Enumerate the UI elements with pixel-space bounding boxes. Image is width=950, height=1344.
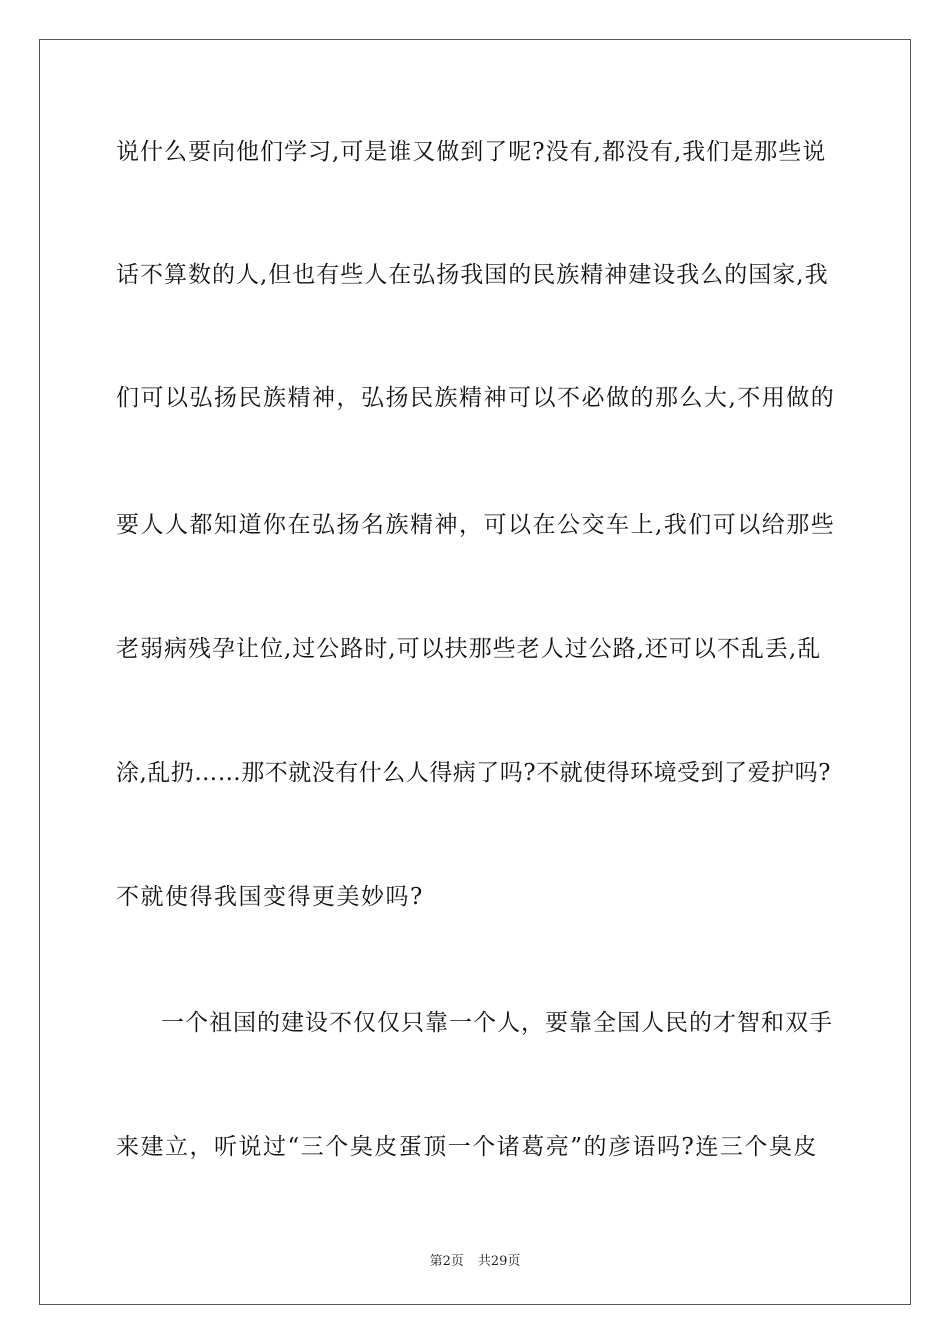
text-line-9: 来建立，听说过“三个臭皮蛋顶一个诸葛亮”的彦语吗?连三个臭皮 xyxy=(116,1134,818,1160)
text-line-1: 说什么要向他们学习,可是谁又做到了呢?没有,都没有,我们是那些说 xyxy=(116,139,827,165)
text-line-2: 话不算数的人,但也有些人在弘扬我国的民族精神建设我么的国家,我 xyxy=(116,262,829,288)
text-line-7: 不就使得我国变得更美妙吗? xyxy=(116,884,424,910)
text-line-4: 要人人都知道你在弘扬名族精神，可以在公交车上,我们可以给那些 xyxy=(116,512,836,538)
text-line-5: 老弱病残孕让位,过公路时,可以扶那些老人过公路,还可以不乱丢,乱 xyxy=(116,636,822,662)
page-total: 共29页 xyxy=(477,1254,521,1269)
page-border xyxy=(39,39,911,1305)
page-footer xyxy=(0,1250,950,1269)
text-line-8-paragraph-start: 一个祖国的建设不仅仅只靠一个人，要靠全国人民的才智和双手 xyxy=(161,1010,833,1036)
text-line-3: 们可以弘扬民族精神，弘扬民族精神可以不必做的那么大,不用做的 xyxy=(116,385,836,411)
text-line-6: 涂,乱扔……那不就没有什么人得病了吗?不就使得环境受到了爱护吗? xyxy=(116,760,831,786)
page-number: 第2页 xyxy=(429,1254,464,1269)
